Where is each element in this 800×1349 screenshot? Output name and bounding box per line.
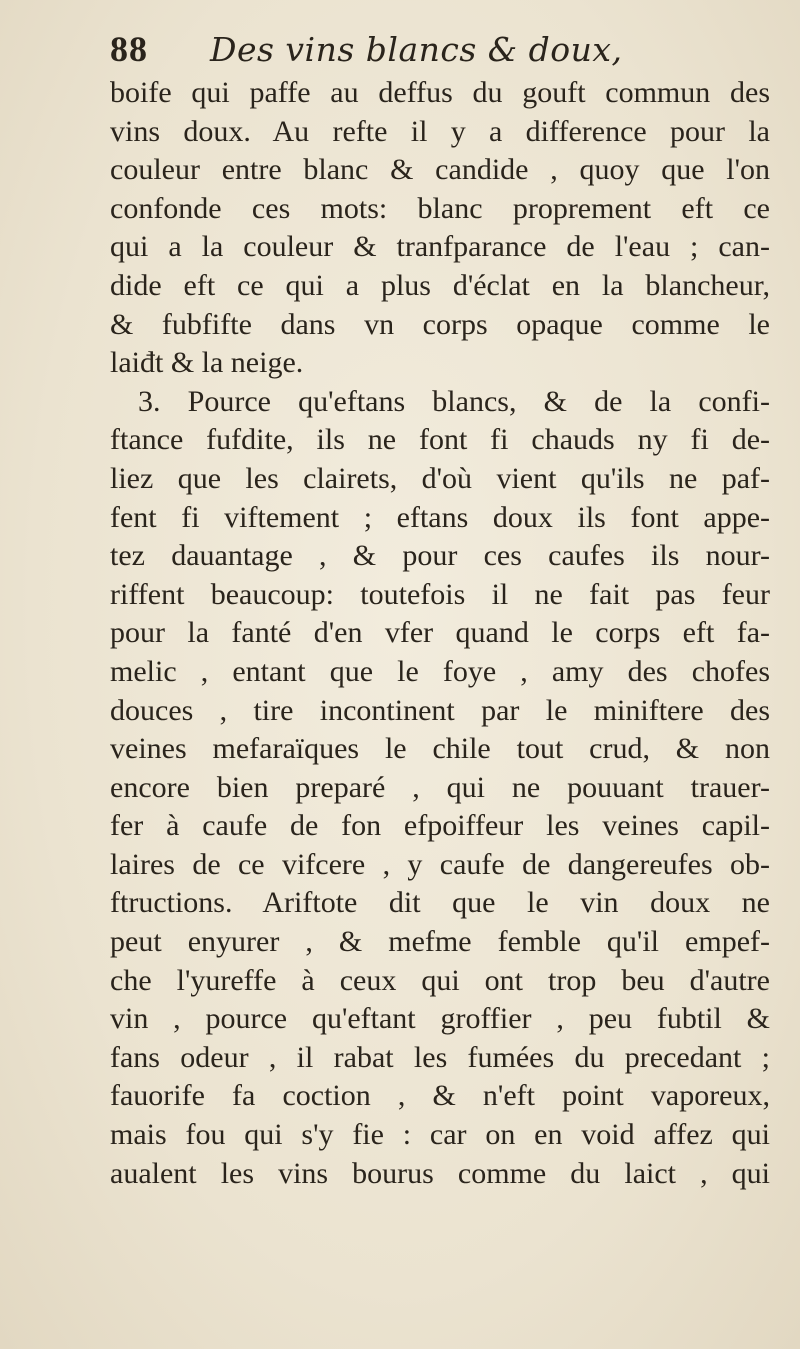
text-line: liez que les clairets, d'où vient qu'ils ne paf- <box>110 461 770 495</box>
body-text <box>110 74 770 1193</box>
paragraph-start-line: 3. Pource qu'eftans blancs, & de la confi- <box>138 384 770 418</box>
text-line: dide eft ce qui a plus d'éclat en la blancheur, <box>110 268 770 302</box>
text-line: qui a la couleur & tranfparance de l'eau ; can- <box>110 230 770 264</box>
text-line: vins doux. Au refte il y a difference pour la <box>110 114 770 148</box>
text-line: & fubfifte dans vn corps opaque comme le <box>110 307 770 341</box>
text-line: fer à caufe de fon efpoiffeur les veines capil- <box>110 809 770 843</box>
text-line: fent fi viftement ; eftans doux ils font appe- <box>110 500 770 534</box>
text-line: ftructions. Ariftote dit que le vin doux ne <box>110 886 770 920</box>
text-line: laires de ce vifcere , y caufe de dangereufes ob- <box>110 847 770 881</box>
text-line: mais fou qui s'y fie : car on en void affez qui <box>110 1118 770 1152</box>
text-line: couleur entre blanc & candide , quoy que l'on <box>110 153 770 187</box>
text-line: ftance fufdite, ils ne font fi chauds ny fi de- <box>110 423 770 457</box>
text-line: peut enyurer , & mefme femble qu'il empef- <box>110 925 770 959</box>
text-line: vin , pource qu'eftant groffier , peu fubtil & <box>110 1002 770 1036</box>
text-line: fans odeur , il rabat les fumées du precedant ; <box>110 1040 770 1074</box>
text-line: aualent les vins bourus comme du laict , qui <box>110 1156 770 1190</box>
text-line: che l'yureffe à ceux qui ont trop beu d'autre <box>110 963 770 997</box>
text-line: veines mefaraïques le chile tout crud, & non <box>110 732 770 766</box>
text-line: confonde ces mots: blanc proprement eft ce <box>110 191 770 225</box>
page-header <box>110 28 670 80</box>
running-head: Des vins blancs & doux, <box>210 30 623 69</box>
page-number: 88 <box>110 29 148 69</box>
text-line: pour la fanté d'en vfer quand le corps eft fa- <box>110 616 770 650</box>
text-line: laiđt & la neige. <box>110 346 304 380</box>
text-line: boife qui paffe au deffus du gouft commun des <box>110 76 770 109</box>
text-line: encore bien preparé , qui ne pouuant trauer- <box>110 770 770 804</box>
text-line: tez dauantage , & pour ces caufes ils nour- <box>110 539 770 573</box>
text-line: fauorife fa coction , & n'eft point vaporeux, <box>110 1079 770 1113</box>
text-line: douces , tire incontinent par le miniftere des <box>110 693 770 727</box>
text-line: riffent beaucoup: toutefois il ne fait pas feur <box>110 577 770 611</box>
text-line: melic , entant que le foye , amy des chofes <box>110 654 770 688</box>
